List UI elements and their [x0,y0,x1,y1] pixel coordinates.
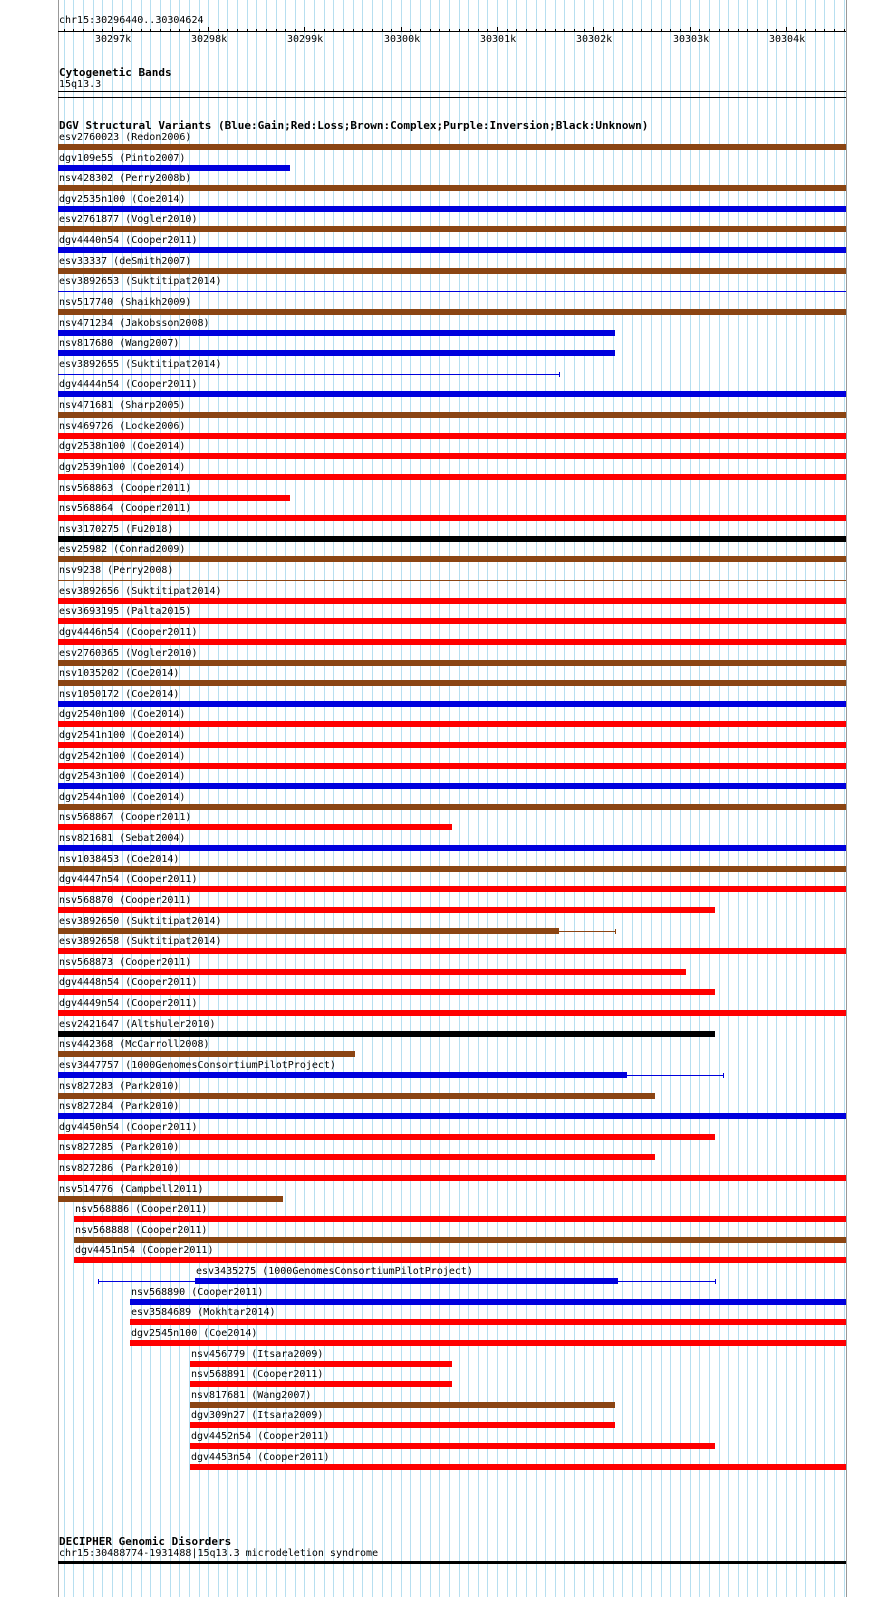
dgv-feature-bar[interactable] [130,1299,846,1305]
ruler-minor-tick [564,29,565,32]
ruler-minor-tick [314,29,315,32]
ruler-minor-tick [728,29,729,32]
dgv-feature-end-tick [723,1073,724,1078]
dgv-feature-bar[interactable] [58,495,290,501]
dgv-feature-bar[interactable] [58,515,846,521]
dgv-feature-label[interactable]: nsv514776 (Campbell2011) [59,1184,204,1195]
ruler-minor-tick [738,29,739,32]
ruler-tick-label: 30302k [576,34,613,45]
ruler-minor-tick [834,29,835,32]
dgv-feature-label[interactable]: nsv817681 (Wang2007) [191,1390,312,1401]
decipher-item-bar[interactable] [58,1561,846,1564]
ruler-minor-tick [574,29,575,32]
dgv-feature-bar[interactable] [58,783,846,789]
ruler-minor-tick [613,29,614,32]
dgv-feature-label[interactable]: esv3892656 (Suktitipat2014) [59,586,222,597]
ruler-minor-tick [796,29,797,32]
ruler-minor-tick [844,29,845,32]
ruler-minor-tick [324,29,325,32]
ruler-minor-tick [459,29,460,32]
dgv-feature-label[interactable]: nsv471681 (Sharp2005) [59,400,186,411]
ruler-minor-tick [64,29,65,32]
dgv-feature-label[interactable]: esv33337 (deSmith2007) [59,256,192,267]
ruler-major-tick [401,27,402,32]
dgv-feature-bar[interactable] [58,412,846,418]
dgv-feature-label[interactable]: dgv2543n100 (Coe2014) [59,771,186,782]
ruler-minor-tick [83,29,84,32]
ruler-minor-tick [699,29,700,32]
dgv-feature-label[interactable]: nsv568890 (Cooper2011) [131,1287,264,1298]
ruler-minor-tick [824,29,825,32]
ruler-major-tick [208,27,209,32]
ruler-minor-tick [815,29,816,32]
dgv-feature-label[interactable]: dgv2541n100 (Coe2014) [59,730,186,741]
dgv-feature-bar[interactable] [58,969,686,975]
dgv-feature-bar[interactable] [190,1361,452,1367]
dgv-feature-bar[interactable] [58,165,290,171]
ruler-minor-tick [353,29,354,32]
dgv-feature-label[interactable]: esv25982 (Conrad2009) [59,544,186,555]
dgv-feature-bar[interactable] [58,1175,846,1181]
dgv-feature-bar[interactable] [58,804,846,810]
ruler-minor-tick [227,29,228,32]
dgv-feature-bar[interactable] [58,1093,655,1099]
ruler-minor-tick [189,29,190,32]
dgv-feature-label[interactable]: dgv2539n100 (Coe2014) [59,462,186,473]
decipher-track-title[interactable]: DECIPHER Genomic Disorders [59,1535,232,1548]
ruler-minor-tick [439,29,440,32]
dgv-feature-line[interactable] [58,580,846,581]
dgv-feature-label[interactable]: esv2760365 (Vogler2010) [59,648,198,659]
ruler-minor-tick [776,29,777,32]
ruler-major-tick [112,27,113,32]
ruler-minor-tick [680,29,681,32]
dgv-feature-label[interactable]: dgv4448n54 (Cooper2011) [59,977,198,988]
dgv-feature-bar[interactable] [58,928,559,934]
dgv-feature-bar[interactable] [58,907,715,913]
dgv-feature-label[interactable]: nsv9238 (Perry2008) [59,565,174,576]
dgv-feature-line[interactable] [58,291,846,292]
ruler-minor-tick [141,29,142,32]
ruler-minor-tick [266,29,267,32]
ruler-minor-tick [276,29,277,32]
dgv-feature-label[interactable]: nsv827284 (Park2010) [59,1101,180,1112]
dgv-feature-label[interactable]: esv3693195 (Palta2015) [59,606,192,617]
dgv-feature-bar[interactable] [58,1113,846,1119]
ruler-minor-tick [333,29,334,32]
ruler-minor-tick [247,29,248,32]
ruler-minor-tick [526,29,527,32]
ruler-minor-tick [468,29,469,32]
ruler-major-tick [690,27,691,32]
dgv-feature-label[interactable]: esv2760023 (Redon2006) [59,132,192,143]
dgv-feature-bar[interactable] [58,1154,655,1160]
dgv-feature-end-tick [98,1279,99,1284]
ruler-tick-label: 30303k [673,34,710,45]
dgv-feature-label[interactable]: nsv827283 (Park2010) [59,1081,180,1092]
dgv-feature-bar[interactable] [190,1402,615,1408]
dgv-feature-label[interactable]: dgv309n27 (Itsara2009) [191,1410,324,1421]
ruler-minor-tick [516,29,517,32]
dgv-feature-label[interactable]: dgv4440n54 (Cooper2011) [59,235,198,246]
dgv-feature-bar[interactable] [58,1051,355,1057]
dgv-feature-label[interactable]: nsv821681 (Sebat2004) [59,833,186,844]
ruler-minor-tick [767,29,768,32]
ruler-major-tick [593,27,594,32]
ruler-minor-tick [478,29,479,32]
cyto-track-title[interactable]: Cytogenetic Bands [59,66,172,79]
dgv-feature-label[interactable]: dgv4452n54 (Cooper2011) [191,1431,330,1442]
dgv-feature-bar[interactable] [58,866,846,872]
dgv-feature-label[interactable]: nsv568864 (Cooper2011) [59,503,192,514]
dgv-feature-bar[interactable] [58,391,846,397]
dgv-feature-bar[interactable] [58,824,452,830]
ruler-minor-tick [757,29,758,32]
dgv-feature-bar[interactable] [190,1422,615,1428]
dgv-feature-bar[interactable] [58,330,615,336]
dgv-feature-label[interactable]: dgv4453n54 (Cooper2011) [191,1452,330,1463]
dgv-feature-bar[interactable] [190,1443,715,1449]
ruler-minor-tick [93,29,94,32]
dgv-feature-label[interactable]: dgv4447n54 (Cooper2011) [59,874,198,885]
ruler-minor-tick [391,29,392,32]
dgv-feature-label[interactable]: esv3584689 (Mokhtar2014) [131,1307,276,1318]
dgv-feature-label[interactable]: dgv4449n54 (Cooper2011) [59,998,198,1009]
dgv-feature-label[interactable]: dgv2544n100 (Coe2014) [59,792,186,803]
dgv-feature-bar[interactable] [58,680,846,686]
dgv-feature-label[interactable]: nsv827285 (Park2010) [59,1142,180,1153]
ruler-minor-tick [632,29,633,32]
dgv-feature-label[interactable]: esv3892658 (Suktitipat2014) [59,936,222,947]
dgv-feature-label[interactable]: nsv568870 (Cooper2011) [59,895,192,906]
dgv-feature-bar[interactable] [74,1216,846,1222]
dgv-feature-bar[interactable] [58,742,846,748]
ruler-minor-tick [131,29,132,32]
ruler-tick-label: 30301k [480,34,517,45]
ruler-major-tick [497,27,498,32]
ruler-minor-tick [651,29,652,32]
ruler-minor-tick [362,29,363,32]
dgv-feature-bar[interactable] [58,309,846,315]
dgv-feature-bar[interactable] [190,1381,452,1387]
dgv-feature-end-tick [559,372,560,377]
dgv-feature-bar[interactable] [58,226,846,232]
dgv-feature-label[interactable]: dgv4451n54 (Cooper2011) [75,1245,214,1256]
dgv-feature-label[interactable]: nsv517740 (Shaikh2009) [59,297,192,308]
ruler-minor-tick [507,29,508,32]
ruler-minor-tick [670,29,671,32]
ruler-minor-tick [237,29,238,32]
ruler-minor-tick [622,29,623,32]
dgv-feature-bar[interactable] [58,1072,627,1078]
dgv-track-title[interactable]: DGV Structural Variants (Blue:Gain;Red:Loss;Brown:Complex;Purple:Inversion;Black:Unknown) [59,119,649,132]
ruler-tick-label: 30299k [287,34,324,45]
dgv-feature-bar[interactable] [195,1278,618,1284]
dgv-feature-bar[interactable] [58,763,846,769]
dgv-feature-end-tick [615,929,616,934]
dgv-feature-label[interactable]: esv3447757 (1000GenomesConsortiumPilotProject) [59,1060,336,1071]
dgv-feature-label[interactable]: nsv817680 (Wang2007) [59,338,180,349]
ruler-minor-tick [661,29,662,32]
ruler-minor-tick [487,29,488,32]
ruler-minor-tick [102,29,103,32]
dgv-feature-bar[interactable] [58,556,846,562]
ruler-minor-tick [410,29,411,32]
dgv-feature-label[interactable]: nsv1038453 (Coe2014) [59,854,180,865]
ruler-major-tick [304,27,305,32]
ruler-minor-tick [536,29,537,32]
ruler-minor-tick [160,29,161,32]
ruler-minor-tick [122,29,123,32]
dgv-feature-bar[interactable] [58,247,846,253]
ruler-minor-tick [430,29,431,32]
cyto-band-label[interactable]: 15q13.3 [59,79,102,90]
dgv-feature-label[interactable]: dgv2542n100 (Coe2014) [59,751,186,762]
ruler-minor-tick [603,29,604,32]
dgv-feature-bar[interactable] [74,1257,846,1263]
ruler-position: chr15:30296440..30304624 [59,15,204,26]
dgv-feature-label[interactable]: esv3435275 (1000GenomesConsortiumPilotProject) [196,1266,473,1277]
dgv-feature-label[interactable]: nsv827286 (Park2010) [59,1163,180,1174]
ruler-minor-tick [719,29,720,32]
ruler-major-tick [786,27,787,32]
ruler-minor-tick [285,29,286,32]
dgv-feature-label[interactable]: nsv1050172 (Coe2014) [59,689,180,700]
dgv-feature-label[interactable]: dgv2535n100 (Coe2014) [59,194,186,205]
dgv-feature-label[interactable]: nsv568863 (Cooper2011) [59,483,192,494]
ruler-tick-label: 30300k [384,34,421,45]
dgv-feature-bar[interactable] [58,701,846,707]
ruler-minor-tick [256,29,257,32]
dgv-feature-bar[interactable] [58,1196,283,1202]
ruler-minor-tick [449,29,450,32]
cyto-band-line [58,91,846,92]
dgv-feature-label[interactable]: nsv568867 (Cooper2011) [59,812,192,823]
ruler-minor-tick [73,29,74,32]
ruler-minor-tick [218,29,219,32]
dgv-feature-label[interactable]: dgv4450n54 (Cooper2011) [59,1122,198,1133]
dgv-feature-label[interactable]: nsv568888 (Cooper2011) [75,1225,208,1236]
dgv-feature-label[interactable]: esv2421647 (Altshuler2010) [59,1019,216,1030]
dgv-feature-bar[interactable] [58,948,846,954]
dgv-feature-bar[interactable] [190,1464,846,1470]
dgv-feature-bar[interactable] [58,268,846,274]
dgv-feature-bar[interactable] [58,536,846,542]
ruler-minor-tick [805,29,806,32]
dgv-feature-label[interactable]: esv3892653 (Suktitipat2014) [59,276,222,287]
dgv-feature-label[interactable]: nsv568886 (Cooper2011) [75,1204,208,1215]
dgv-feature-line[interactable] [58,374,559,375]
dgv-feature-label[interactable]: nsv442368 (McCarroll2008) [59,1039,210,1050]
ruler-minor-tick [747,29,748,32]
dgv-feature-label[interactable]: dgv2545n100 (Coe2014) [131,1328,258,1339]
ruler-tick-label: 30304k [769,34,806,45]
dgv-feature-label[interactable]: esv3892655 (Suktitipat2014) [59,359,222,370]
ruler-minor-tick [199,29,200,32]
ruler-minor-tick [179,29,180,32]
dgv-feature-bar[interactable] [58,721,846,727]
dgv-feature-label[interactable]: nsv469726 (Locke2006) [59,421,186,432]
dgv-feature-bar[interactable] [58,845,846,851]
ruler-tick-label: 30298k [191,34,228,45]
dgv-feature-bar[interactable] [58,598,846,604]
ruler-minor-tick [641,29,642,32]
dgv-feature-label[interactable]: nsv568873 (Cooper2011) [59,957,192,968]
ruler-minor-tick [555,29,556,32]
dgv-feature-bar[interactable] [58,989,715,995]
dgv-feature-bar[interactable] [58,453,846,459]
dgv-feature-label[interactable]: dgv2540n100 (Coe2014) [59,709,186,720]
ruler-minor-tick [584,29,585,32]
dgv-feature-label[interactable]: dgv2538n100 (Coe2014) [59,441,186,452]
ruler-minor-tick [382,29,383,32]
dgv-feature-bar[interactable] [58,639,846,645]
dgv-feature-label[interactable]: esv3892650 (Suktitipat2014) [59,916,222,927]
dgv-feature-bar[interactable] [58,1010,846,1016]
dgv-feature-label[interactable]: nsv471234 (Jakobsson2008) [59,318,210,329]
dgv-feature-label[interactable]: nsv428302 (Perry2008b) [59,173,192,184]
dgv-feature-bar[interactable] [58,618,846,624]
dgv-feature-label[interactable]: esv2761877 (Vogler2010) [59,214,198,225]
dgv-feature-label[interactable]: nsv456779 (Itsara2009) [191,1349,324,1360]
ruler-minor-tick [295,29,296,32]
dgv-feature-end-tick [715,1279,716,1284]
ruler-minor-tick [709,29,710,32]
ruler-minor-tick [420,29,421,32]
dgv-feature-label[interactable]: dgv109e55 (Pinto2007) [59,153,186,164]
ruler-minor-tick [343,29,344,32]
dgv-feature-bar[interactable] [130,1340,846,1346]
ruler-minor-tick [150,29,151,32]
dgv-feature-bar[interactable] [58,1134,715,1140]
dgv-feature-bar[interactable] [58,350,615,356]
decipher-item-label[interactable]: chr15:30488774-1931488|15q13.3 microdeletion syndrome [59,1548,379,1559]
ruler-minor-tick [170,29,171,32]
dgv-feature-bar[interactable] [58,474,846,480]
ruler-minor-tick [545,29,546,32]
dgv-feature-label[interactable]: nsv568891 (Cooper2011) [191,1369,324,1380]
dgv-feature-label[interactable]: dgv4446n54 (Cooper2011) [59,627,198,638]
dgv-feature-bar[interactable] [58,144,846,150]
ruler-tick-label: 30297k [95,34,132,45]
dgv-feature-bar[interactable] [74,1237,846,1243]
dgv-feature-bar[interactable] [58,1031,715,1037]
ruler-minor-tick [372,29,373,32]
dgv-feature-bar[interactable] [130,1319,846,1325]
dgv-feature-label[interactable]: nsv3170275 (Fu2018) [59,524,174,535]
dgv-feature-label[interactable]: dgv4444n54 (Cooper2011) [59,379,198,390]
dgv-feature-bar[interactable] [58,206,846,212]
track-divider [58,97,846,98]
dgv-feature-bar[interactable] [58,886,846,892]
dgv-feature-bar[interactable] [58,433,846,439]
dgv-feature-bar[interactable] [58,185,846,191]
dgv-feature-label[interactable]: nsv1035202 (Coe2014) [59,668,180,679]
dgv-feature-bar[interactable] [58,660,846,666]
